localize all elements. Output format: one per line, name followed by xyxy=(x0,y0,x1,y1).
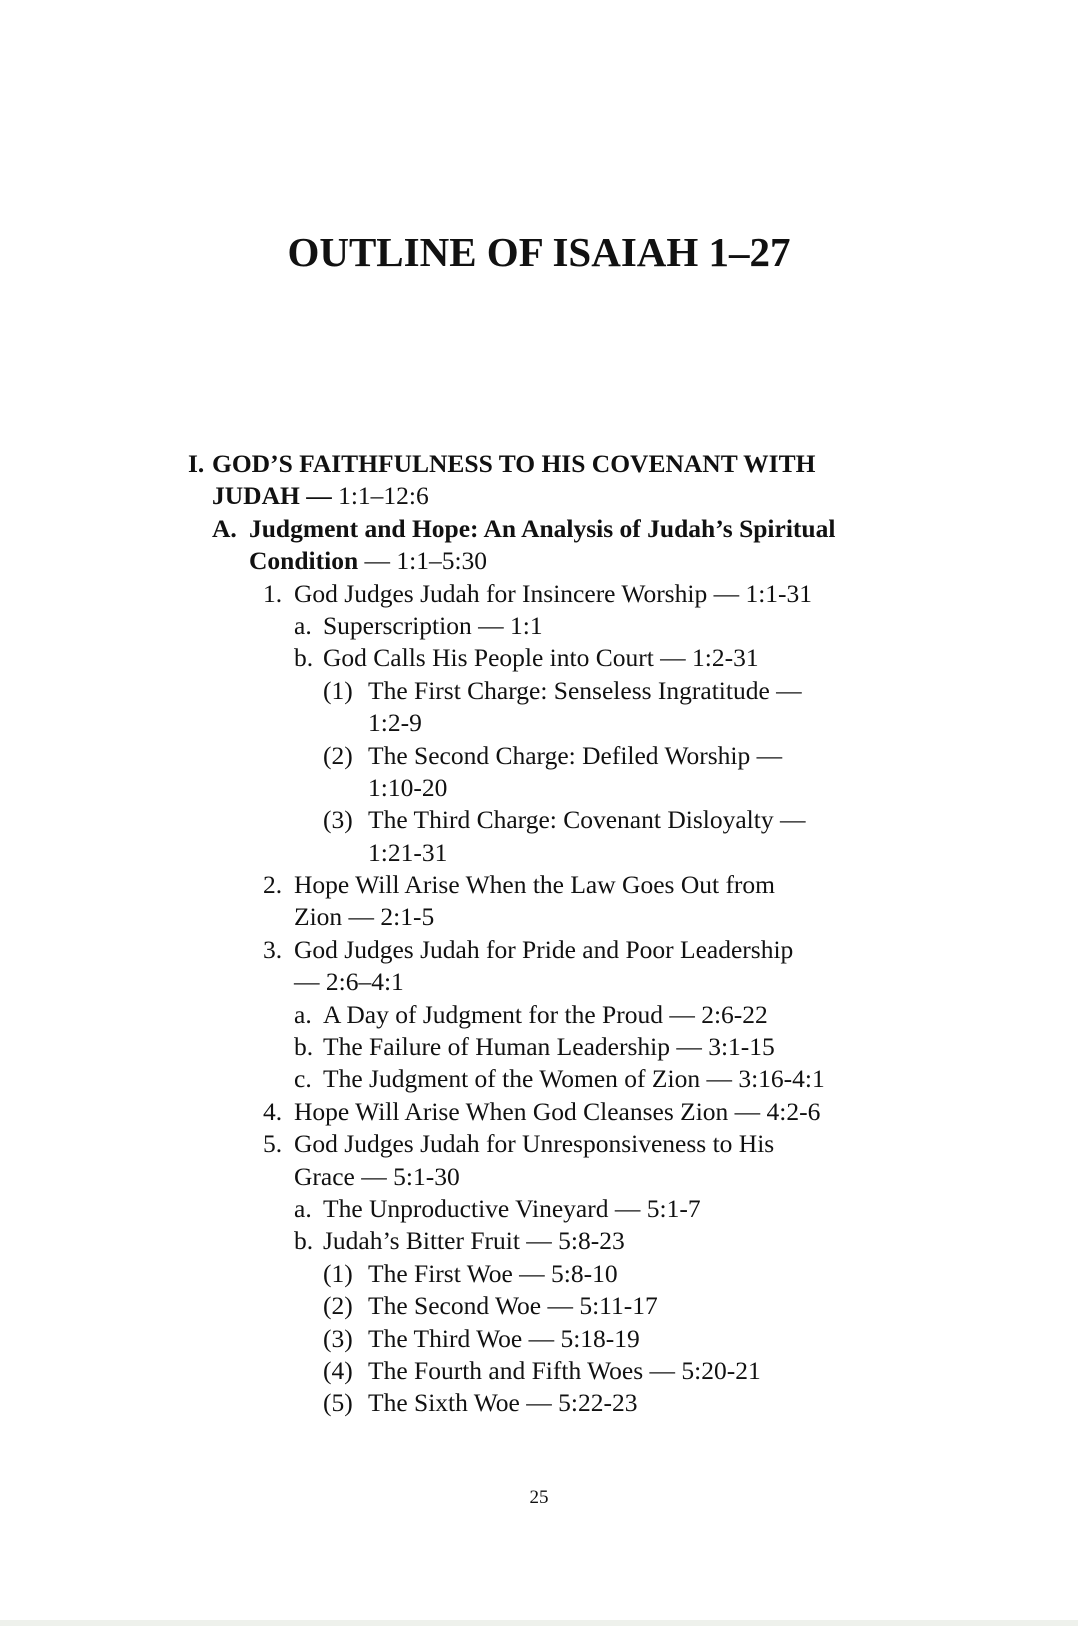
outline-text-part: The Judgment of the Women of Zion — 3:16-4:1 xyxy=(323,1064,825,1094)
outline-text-part: 1:1–12:6 xyxy=(338,481,429,511)
outline-marker: (2) xyxy=(323,740,353,770)
outline-row xyxy=(0,578,1078,610)
outline-text-part: Judah’s Bitter Fruit — 5:8-23 xyxy=(323,1226,625,1256)
outline-row xyxy=(0,837,1078,869)
outline-text-part: — 2:6–4:1 xyxy=(294,967,404,997)
outline-text xyxy=(323,1031,775,1063)
outline-text xyxy=(368,675,802,707)
outline-text-part: The Second Woe — 5:11-17 xyxy=(368,1291,658,1321)
outline-row xyxy=(0,675,1078,707)
outline-text xyxy=(294,1096,820,1128)
outline-row xyxy=(0,1128,1078,1160)
outline-text-part: Superscription — 1:1 xyxy=(323,610,543,640)
outline-text-part: God Calls His People into Court — 1:2-31 xyxy=(323,643,759,673)
outline-row xyxy=(0,1193,1078,1225)
outline-text xyxy=(212,480,429,512)
outline-text-part: The Fourth and Fifth Woes — 5:20-21 xyxy=(368,1355,761,1385)
outline-text xyxy=(294,966,404,998)
outline-marker: A. xyxy=(212,513,237,543)
outline-row xyxy=(0,1096,1078,1128)
outline-text-part: God Judges Judah for Insincere Worship — 1:1-31 xyxy=(294,578,813,608)
outline-row xyxy=(0,1387,1078,1419)
outline-text-part: 1:21-31 xyxy=(368,837,448,867)
outline-text xyxy=(323,1225,625,1257)
outline-text xyxy=(368,837,447,869)
outline-marker: 3. xyxy=(263,934,283,964)
outline-text xyxy=(368,1323,640,1355)
outline-text-part: Grace — 5:1-30 xyxy=(294,1161,460,1191)
outline-row xyxy=(0,1323,1078,1355)
outline-marker: a. xyxy=(294,1193,312,1223)
outline-marker: (1) xyxy=(323,1258,353,1288)
outline-row xyxy=(0,740,1078,772)
outline-row xyxy=(0,1031,1078,1063)
outline-row xyxy=(0,999,1078,1031)
outline-text-part: The Third Charge: Covenant Disloyalty — xyxy=(368,805,806,835)
outline-text xyxy=(294,1161,460,1193)
outline-marker: 2. xyxy=(263,870,283,900)
outline-row xyxy=(0,1225,1078,1257)
outline-row xyxy=(0,1258,1078,1290)
outline-marker: c. xyxy=(294,1064,312,1094)
outline-text xyxy=(323,1193,701,1225)
outline-text-part: The Third Woe — 5:18-19 xyxy=(368,1323,640,1353)
outline-text-part: The First Woe — 5:8-10 xyxy=(368,1258,618,1288)
outline-row xyxy=(0,804,1078,836)
outline-text-part: God Judges Judah for Pride and Poor Leadership xyxy=(294,934,794,964)
outline-row xyxy=(0,772,1078,804)
outline-text xyxy=(323,999,768,1031)
outline-text xyxy=(368,707,422,739)
outline-row xyxy=(0,869,1078,901)
outline-text xyxy=(294,934,793,966)
outline-text-part: God Judges Judah for Unresponsiveness to His xyxy=(294,1129,775,1159)
page-title: OUTLINE OF ISAIAH 1–27 xyxy=(287,229,791,275)
outline-text-part: The Second Charge: Defiled Worship — xyxy=(368,740,783,770)
outline-text xyxy=(368,740,782,772)
outline-text xyxy=(294,1128,774,1160)
outline-text-part: — 1:1–5:30 xyxy=(358,546,488,576)
outline-marker: (2) xyxy=(323,1291,353,1321)
outline-row xyxy=(0,901,1078,933)
outline-text-part: The Failure of Human Leadership — 3:1-15 xyxy=(323,1032,775,1062)
outline-text xyxy=(249,513,835,545)
outline-row xyxy=(0,966,1078,998)
outline-row xyxy=(0,934,1078,966)
page-bottom-edge xyxy=(0,1620,1078,1626)
outline-text-part: Condition xyxy=(249,546,359,576)
outline-text-part: Zion — 2:1-5 xyxy=(294,902,435,932)
outline-text xyxy=(368,1387,637,1419)
outline-list xyxy=(0,448,1078,1420)
outline-row xyxy=(0,448,1078,480)
outline-text-part: 1:2-9 xyxy=(368,708,422,738)
outline-text-part: The Unproductive Vineyard — 5:1-7 xyxy=(323,1193,701,1223)
outline-marker: b. xyxy=(294,643,314,673)
outline-row xyxy=(0,707,1078,739)
outline-row xyxy=(0,480,1078,512)
outline-marker: b. xyxy=(294,1226,314,1256)
outline-text-part: JUDAH — xyxy=(212,481,339,511)
outline-marker: (3) xyxy=(323,805,353,835)
outline-row xyxy=(0,610,1078,642)
outline-text xyxy=(323,1063,825,1095)
outline-marker: I. xyxy=(188,449,205,478)
outline-text-part: The Sixth Woe — 5:22-23 xyxy=(368,1388,638,1418)
outline-marker: (4) xyxy=(323,1355,353,1385)
outline-marker: a. xyxy=(294,610,312,640)
outline-text xyxy=(212,448,815,480)
outline-text-part: 1:10-20 xyxy=(368,772,448,802)
outline-row xyxy=(0,545,1078,577)
outline-text xyxy=(294,869,775,901)
outline-text xyxy=(368,1355,761,1387)
outline-text-part: The First Charge: Senseless Ingratitude — xyxy=(368,675,802,705)
outline-marker: b. xyxy=(294,1032,314,1062)
outline-text-part: A Day of Judgment for the Proud — 2:6-22 xyxy=(323,999,768,1029)
outline-marker: 5. xyxy=(263,1129,283,1159)
outline-text xyxy=(294,901,434,933)
outline-marker: (1) xyxy=(323,675,353,705)
outline-row xyxy=(0,1063,1078,1095)
outline-text xyxy=(323,610,543,642)
page-number: 25 xyxy=(529,1487,549,1508)
outline-marker: 1. xyxy=(263,578,283,608)
outline-row xyxy=(0,1290,1078,1322)
outline-row xyxy=(0,642,1078,674)
outline-marker: (3) xyxy=(323,1323,353,1353)
outline-text-part: Judgment and Hope: An Analysis of Judah’s Spiritual xyxy=(249,513,836,543)
outline-marker: (5) xyxy=(323,1388,353,1418)
outline-text xyxy=(368,772,447,804)
outline-marker: 4. xyxy=(263,1096,283,1126)
outline-row xyxy=(0,513,1078,545)
outline-text xyxy=(368,804,805,836)
outline-text xyxy=(368,1290,658,1322)
outline-row xyxy=(0,1161,1078,1193)
outline-text-part: Hope Will Arise When God Cleanses Zion — 4:2-6 xyxy=(294,1096,821,1126)
outline-text xyxy=(368,1258,618,1290)
outline-text xyxy=(323,642,759,674)
outline-marker: a. xyxy=(294,999,312,1029)
outline-text-part: GOD’S FAITHFULNESS TO HIS COVENANT WITH xyxy=(212,449,816,478)
outline-text-part: Hope Will Arise When the Law Goes Out from xyxy=(294,870,776,900)
outline-text xyxy=(294,578,812,610)
outline-row xyxy=(0,1355,1078,1387)
outline-text xyxy=(249,545,487,577)
